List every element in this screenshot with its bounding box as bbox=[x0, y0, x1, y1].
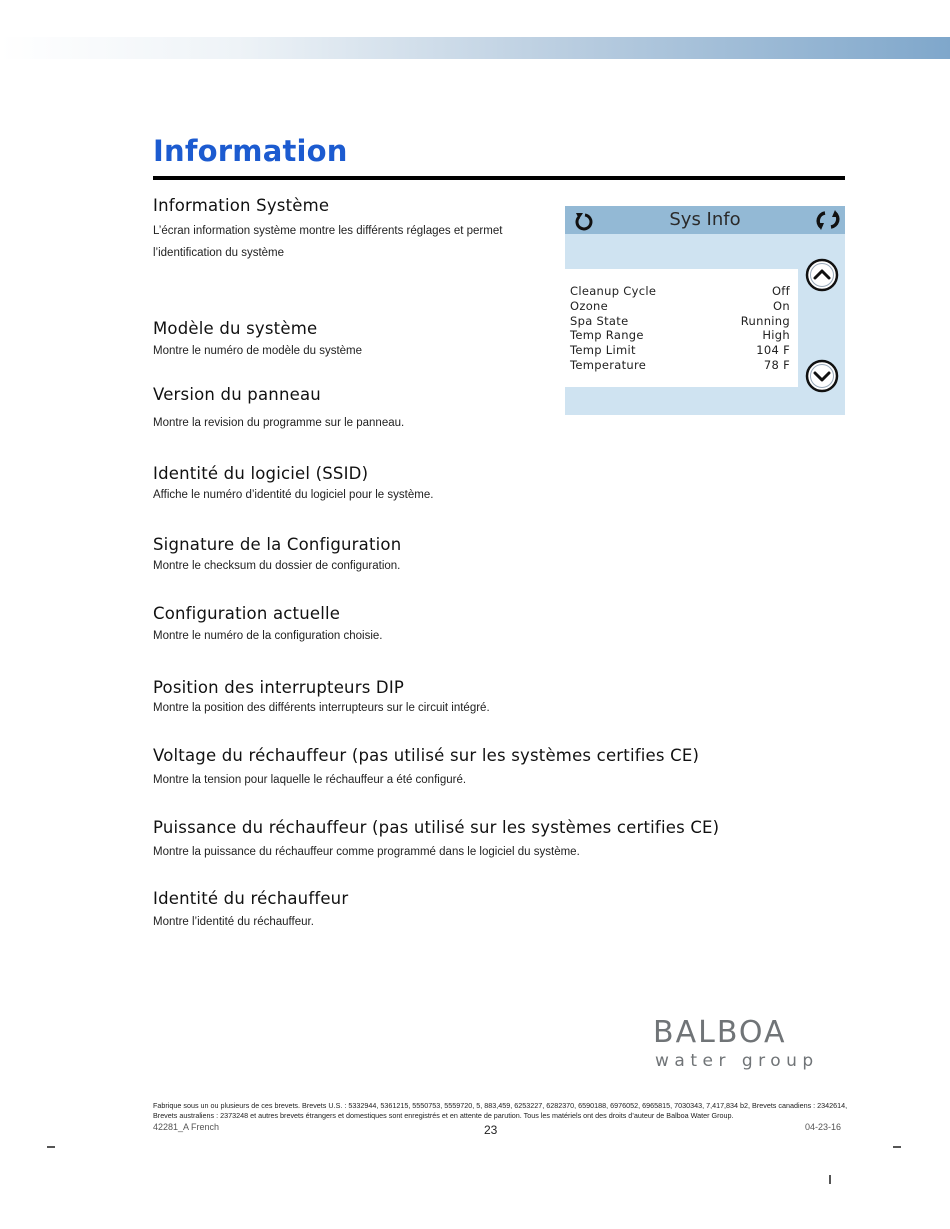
section-interrupteurs-dip bbox=[153, 678, 753, 719]
section-heading: Puissance du réchauffeur (pas utilisé sur les systèmes certifies CE) bbox=[153, 818, 720, 837]
sys-info-list bbox=[565, 269, 798, 387]
logo-subtitle: water group bbox=[655, 1051, 819, 1071]
crop-mark bbox=[893, 1146, 901, 1148]
row-label: Cleanup Cycle bbox=[570, 284, 657, 298]
refresh-icon[interactable] bbox=[813, 209, 843, 231]
list-item bbox=[570, 328, 790, 343]
section-heading: Identité du réchauffeur bbox=[153, 889, 349, 908]
document-code: 42281_A French bbox=[153, 1122, 220, 1132]
section-body: Affiche le numéro d’identité du logiciel pour le système. bbox=[153, 489, 434, 501]
list-item bbox=[570, 358, 790, 373]
sys-info-title: Sys Info bbox=[669, 209, 741, 230]
list-item bbox=[570, 343, 790, 358]
header-gradient-band bbox=[0, 37, 950, 59]
sys-info-header bbox=[565, 206, 845, 234]
section-heading: Signature de la Configuration bbox=[153, 535, 402, 554]
section-body: Montre le numéro de modèle du système bbox=[153, 345, 363, 357]
chevron-down-icon[interactable] bbox=[805, 359, 839, 393]
row-label: Temperature bbox=[570, 358, 647, 372]
title-divider bbox=[153, 176, 845, 180]
page-title: Information bbox=[153, 134, 348, 168]
section-body: Montre la tension pour laquelle le réchauffeur a été configuré. bbox=[153, 774, 467, 786]
section-heading: Position des interrupteurs DIP bbox=[153, 678, 405, 697]
crop-mark bbox=[829, 1175, 831, 1184]
section-heading: Version du panneau bbox=[153, 385, 321, 404]
section-heading: Identité du logiciel (SSID) bbox=[153, 464, 369, 483]
list-item bbox=[570, 284, 790, 299]
row-value: 78 F bbox=[763, 358, 790, 372]
section-heading: Modèle du système bbox=[153, 319, 318, 338]
logo-name: BALBOA bbox=[653, 1015, 787, 1050]
row-value: Running bbox=[740, 314, 790, 328]
row-value: 104 F bbox=[756, 343, 790, 357]
balboa-logo bbox=[653, 1015, 848, 1075]
row-label: Spa State bbox=[570, 314, 629, 328]
section-configuration-actuelle bbox=[153, 604, 753, 647]
row-value: On bbox=[773, 299, 790, 313]
patent-footnote: Fabrique sous un ou plusieurs de ces brevets. Brevets U.S. : 5332944, 5361215, 5550753, 5559720, 5, 883,459, 6253227, 6282370, 6590188, 6976052, 6965815, 7030343, 7,417,834 b2, Brevets canadiens : 2342614, Brevets australiens : 2373248 et autres brevets étrangers et domestiques sont enregistrés et en attente de parution. Tous les matériels ont des droits d’auteur de Balboa Water Group. bbox=[153, 1101, 848, 1120]
crop-mark bbox=[47, 1146, 55, 1148]
row-value: High bbox=[762, 328, 790, 342]
section-heading: Voltage du réchauffeur (pas utilisé sur les systèmes certifies CE) bbox=[153, 746, 700, 765]
section-identite-rechauffeur bbox=[153, 889, 753, 933]
section-body: Montre la revision du programme sur le panneau. bbox=[153, 417, 405, 429]
row-label: Ozone bbox=[570, 299, 608, 313]
section-heading: Information Système bbox=[153, 196, 330, 215]
row-value: Off bbox=[771, 284, 790, 298]
chevron-up-icon[interactable] bbox=[805, 258, 839, 292]
section-heading: Configuration actuelle bbox=[153, 604, 341, 623]
list-item bbox=[570, 299, 790, 314]
section-body: L’écran information système montre les différents réglages et permet l’identification du système bbox=[153, 225, 503, 259]
document-date: 04-23-16 bbox=[805, 1122, 842, 1132]
section-identite-logiciel bbox=[153, 464, 753, 506]
section-body: Montre le numéro de la configuration choisie. bbox=[153, 630, 383, 642]
row-label: Temp Limit bbox=[570, 343, 636, 357]
section-signature bbox=[153, 535, 753, 577]
section-body: Montre le checksum du dossier de configuration. bbox=[153, 560, 401, 572]
list-item bbox=[570, 314, 790, 329]
section-body: Montre l’identité du réchauffeur. bbox=[153, 916, 314, 928]
section-body: Montre la position des différents interrupteurs sur le circuit intégré. bbox=[153, 702, 490, 714]
section-voltage-rechauffeur bbox=[153, 746, 753, 791]
page-number: 23 bbox=[484, 1123, 498, 1137]
section-puissance-rechauffeur bbox=[153, 818, 753, 863]
section-body: Montre la puissance du réchauffeur comme programmé dans le logiciel du système. bbox=[153, 846, 580, 858]
sys-info-screen bbox=[565, 206, 845, 415]
row-label: Temp Range bbox=[570, 328, 644, 342]
